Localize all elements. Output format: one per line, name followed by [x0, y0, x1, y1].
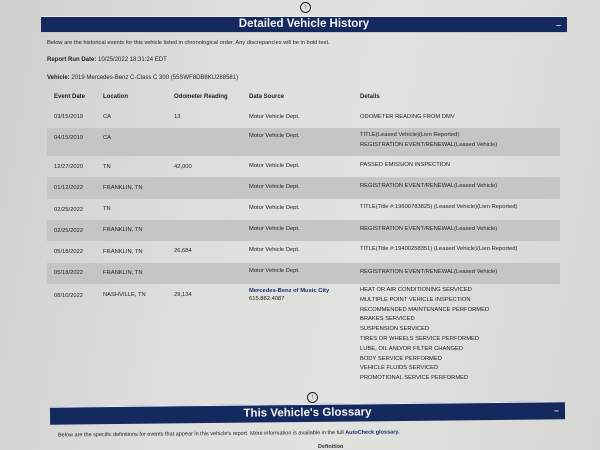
dealer-link[interactable]: Mercedes-Benz of Music City — [249, 288, 330, 294]
table-row — [47, 241, 560, 263]
report-run-date — [47, 57, 167, 63]
detail-line: TIRES OR WHEELS SERVICE PERFORMED — [360, 335, 480, 342]
detail-line: SUSPENSION SERVICED — [360, 326, 430, 333]
location: FRANKLIN, TN — [103, 227, 143, 233]
event-date: 02/25/2022 — [54, 207, 84, 213]
event-date: 08/10/2022 — [54, 293, 84, 299]
glossary-intro — [58, 430, 400, 439]
odometer: 13 — [174, 114, 181, 120]
event-date: 01/12/2022 — [54, 185, 84, 191]
event-date: 03/15/2019 — [54, 114, 84, 120]
col-details: Details — [360, 94, 380, 100]
details — [360, 113, 455, 123]
table-row — [47, 128, 560, 156]
dealer-phone: 615.882.4087 — [249, 296, 285, 302]
glossary-title: This Vehicle's Glossary — [243, 406, 372, 420]
location: NASHVILLE, TN — [103, 292, 146, 298]
details — [360, 225, 497, 235]
data-source — [249, 288, 329, 302]
event-date: 02/25/2022 — [54, 228, 84, 234]
history-table — [47, 94, 560, 384]
back-to-top-icon[interactable]: ↑ — [300, 2, 311, 13]
detail-line: MULTIPLE POINT VEHICLE INSPECTION — [360, 296, 471, 303]
details — [360, 203, 517, 213]
detail-line: REGISTRATION EVENT/RENEWAL(Leased Vehicle) — [360, 141, 498, 148]
detail-line: REGISTRATION EVENT/RENEWAL(Leased Vehicle) — [360, 269, 498, 275]
odometer: 29,134 — [174, 292, 192, 298]
col-location: Location — [103, 94, 128, 100]
glossary-section-header — [50, 401, 565, 424]
table-row — [47, 156, 560, 177]
data-source: Motor Vehicle Dept. — [249, 226, 300, 232]
event-date: 05/18/2022 — [54, 270, 84, 276]
data-source: Motor Vehicle Dept. — [249, 205, 300, 211]
data-source: Motor Vehicle Dept. — [249, 163, 300, 169]
odometer: 26,684 — [174, 248, 192, 254]
vehicle-info — [47, 75, 238, 81]
detail-line: LUBE, OIL AND/OR FILTER CHANGED — [360, 345, 464, 352]
location: FRANKLIN, TN — [103, 249, 143, 255]
details — [360, 245, 517, 255]
detail-line: HEAT OR AIR CONDITIONING SERVICED — [360, 287, 472, 293]
location: TN — [103, 206, 111, 212]
location: CA — [103, 135, 112, 141]
detail-line: PROMOTIONAL SERVICE PERFORMED — [360, 375, 469, 382]
details — [360, 268, 497, 278]
details — [360, 182, 497, 192]
table-row — [47, 284, 560, 384]
vehicle-value: 2019 Mercedes-Benz C-Class C 300 (55SWF8DB8KU288581) — [71, 75, 239, 81]
detail-line: TITLE(Title #:19600783825) (Leased Vehicle)(Lien Reported) — [360, 204, 518, 210]
details — [360, 286, 489, 384]
history-intro: Below are the historical events for this vehicle listed in chronological order. Any discrepancies will be in bold text. — [47, 40, 330, 46]
detail-line: REGISTRATION EVENT/RENEWAL(Leased Vehicle) — [360, 226, 498, 232]
table-header — [47, 94, 560, 110]
col-event-date: Event Date — [54, 94, 86, 100]
detail-line: BODY SERVICE PERFORMED — [360, 355, 442, 362]
location: TN — [103, 164, 111, 170]
history-section-header — [41, 16, 567, 33]
detail-line: BRAKES SERVICED — [360, 316, 415, 323]
event-date: 05/18/2022 — [54, 249, 84, 255]
table-row — [47, 110, 560, 128]
data-source: Motor Vehicle Dept. — [249, 184, 300, 190]
detail-line: PASSED EMISSION INSPECTION — [360, 162, 451, 168]
history-title: Detailed Vehicle History — [238, 18, 370, 30]
data-source: Motor Vehicle Dept. — [249, 247, 300, 253]
table-row — [47, 177, 560, 199]
data-source: Motor Vehicle Dept. — [249, 133, 300, 139]
col-data-source: Data Source — [249, 94, 285, 100]
location: FRANKLIN, TN — [103, 270, 143, 276]
report-run-date-label: Report Run Date: — [47, 57, 97, 63]
col-odometer: Odometer Reading — [174, 94, 228, 100]
data-source: Motor Vehicle Dept. — [249, 114, 300, 120]
odometer: 42,000 — [174, 164, 192, 170]
event-date: 12/27/2020 — [54, 164, 84, 170]
details — [360, 161, 450, 171]
back-to-top-icon[interactable]: ↑ — [307, 392, 318, 403]
detail-line: TITLE(Leased Vehicle)(Lien Reported) — [360, 132, 460, 138]
report-run-date-value: 10/25/2022 18:31:24 EDT — [98, 57, 167, 63]
data-source: Motor Vehicle Dept. — [249, 268, 300, 274]
detail-line: VEHICLE FLUIDS SERVICED — [360, 365, 439, 372]
details — [360, 131, 497, 151]
detail-line: REGISTRATION EVENT/RENEWAL(Leased Vehicle) — [360, 183, 498, 189]
detail-line: RECOMMENDED MAINTENANCE PERFORMED — [360, 306, 490, 313]
detail-line: ODOMETER READING FROM DMV — [360, 114, 455, 120]
collapse-glossary-button[interactable]: – — [553, 405, 560, 416]
table-row — [47, 199, 560, 220]
location: CA — [103, 114, 112, 120]
vehicle-label: Vehicle: — [47, 75, 70, 81]
event-date: 04/15/2019 — [54, 135, 84, 141]
detail-line: TITLE(Title #:19400258351) (Leased Vehicle)(Lien Reported) — [360, 246, 518, 252]
table-row — [47, 263, 560, 284]
autocheck-glossary-link[interactable]: AutoCheck glossary. — [345, 429, 400, 436]
collapse-history-button[interactable]: – — [555, 20, 561, 30]
glossary-definition-header: Definition — [318, 444, 344, 450]
glossary-intro-text: Below are the specific definitions for events that appear in this vehicle's report. More information is available in the full — [57, 429, 344, 439]
table-row — [47, 220, 560, 241]
location: FRANKLIN, TN — [103, 185, 143, 191]
